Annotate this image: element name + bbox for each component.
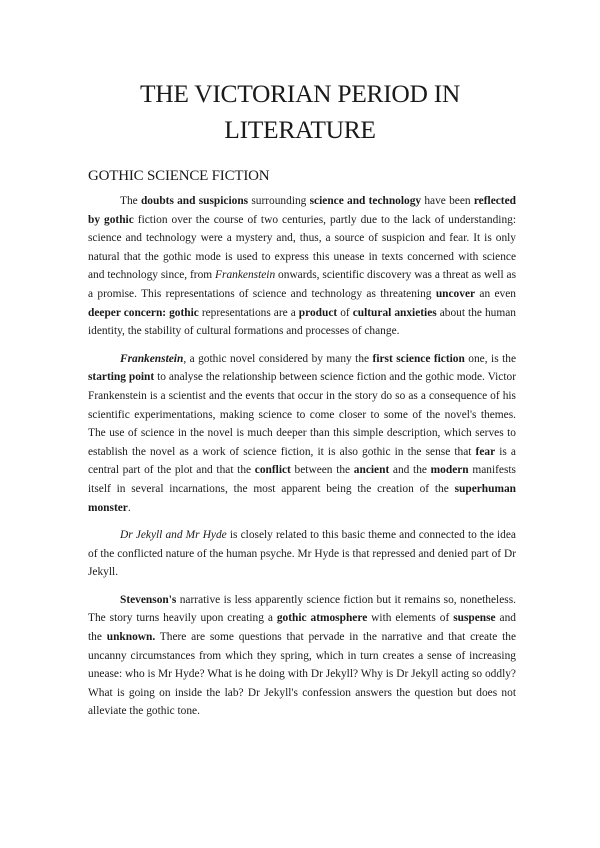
text-run: and the — [88, 612, 517, 644]
page-title — [60, 76, 540, 148]
bold-text: suspense — [453, 612, 496, 625]
text-run: surrounding — [248, 195, 310, 207]
text-run: have been — [421, 195, 474, 207]
bold-text: conflict — [254, 464, 291, 477]
text-run: and the — [389, 464, 431, 477]
text-run: manifests itself in several incarnations, the most apparent being the creation of the — [88, 464, 516, 495]
bold-text: product — [298, 306, 338, 319]
paragraph — [88, 350, 516, 517]
paragraph — [88, 192, 516, 341]
bold-text: modern — [430, 464, 469, 477]
text-run: to analyse the relationship between science fiction and the gothic mode. Victor Frankenstein is a scientist and the events that occur in the story do so as a consequence of his scientific experimentations, making science to come closer to some of the novel's themes. The use of science in the novel is much deeper than this simple description, which serves to establish the novel as a work of science fiction, it is also gothic in the sense that — [88, 371, 516, 458]
text-run: with elements of — [367, 612, 454, 625]
italic-text: Dr Jekyll and Mr Hyde — [120, 529, 227, 542]
bold-text: uncover — [435, 287, 476, 300]
text-run: an even — [475, 287, 517, 300]
paragraph — [88, 526, 516, 582]
text-run: . — [127, 501, 131, 514]
text-run: representations are a — [198, 306, 299, 319]
text-run: is a central part of the plot and that the — [88, 445, 516, 477]
bold-italic-text: Frankenstein — [120, 352, 184, 365]
text-run: one, is the — [464, 352, 516, 365]
section-heading: GOTHIC SCIENCE FICTION — [88, 168, 270, 184]
bold-text: doubts and suspicions — [140, 195, 249, 207]
text-run: of — [337, 306, 353, 319]
text-run: about the human identity, the stability of cultural formations and processes of change. — [88, 306, 516, 338]
bold-text: first science fiction — [372, 352, 465, 365]
italic-text: Frankenstein — [215, 269, 276, 282]
bold-text: fear — [475, 445, 496, 458]
bold-text: reflected by gothic — [88, 195, 516, 226]
bold-text: starting point — [88, 371, 155, 384]
bold-text: deeper concern: gothic — [88, 306, 199, 319]
text-run: There are some questions that pervade in the narrative and that create the uncanny circumstances from which they spring, which in turn creates a sense of increasing unease: who is Mr Hyde? What is he doing with Dr Jekyll? Why is Dr Jekyll acting so oddly? What is going on inside the lab? Dr Jekyll's confession answers the question but does not alleviate the gothic tone. — [88, 631, 517, 718]
bold-text: ancient — [353, 464, 390, 477]
text-run: between the — [290, 464, 354, 477]
text-run: fiction over the course of two centuries, partly due to the lack of understanding: science and technology were a mystery and, thus, a source of suspicion and fear. It is only natural that the gothic mode is used to express this unease in texts concerned with science and technology since, from — [88, 213, 516, 282]
bold-text: superhuman monster — [88, 482, 516, 514]
text-run: , a gothic novel considered by many the — [183, 352, 373, 365]
title-line-1: THE VICTORIAN PERIOD IN — [139, 79, 461, 108]
body-text — [88, 192, 516, 730]
bold-text: unknown. — [106, 631, 156, 644]
paragraph — [88, 591, 516, 721]
bold-text: science and technology — [309, 195, 422, 207]
text-run: is closely related to this basic theme and connected to the idea of the conflicted nature of the human psyche. Mr Hyde is that repressed and denied part of Dr Jekyll. — [88, 529, 516, 579]
text-run: onwards, scientific discovery was a threat as well as a promise. This representations of science and technology as threatening — [88, 269, 516, 300]
bold-text: cultural anxieties — [352, 306, 437, 319]
text-run: narrative is less apparently science fiction but it remains so, nonetheless. The story turns heavily upon creating a — [88, 593, 516, 625]
text-run: The — [120, 195, 141, 207]
bold-text: Stevenson's — [120, 593, 177, 606]
bold-text: gothic atmosphere — [276, 612, 368, 625]
title-line-2: LITERATURE — [224, 115, 376, 144]
